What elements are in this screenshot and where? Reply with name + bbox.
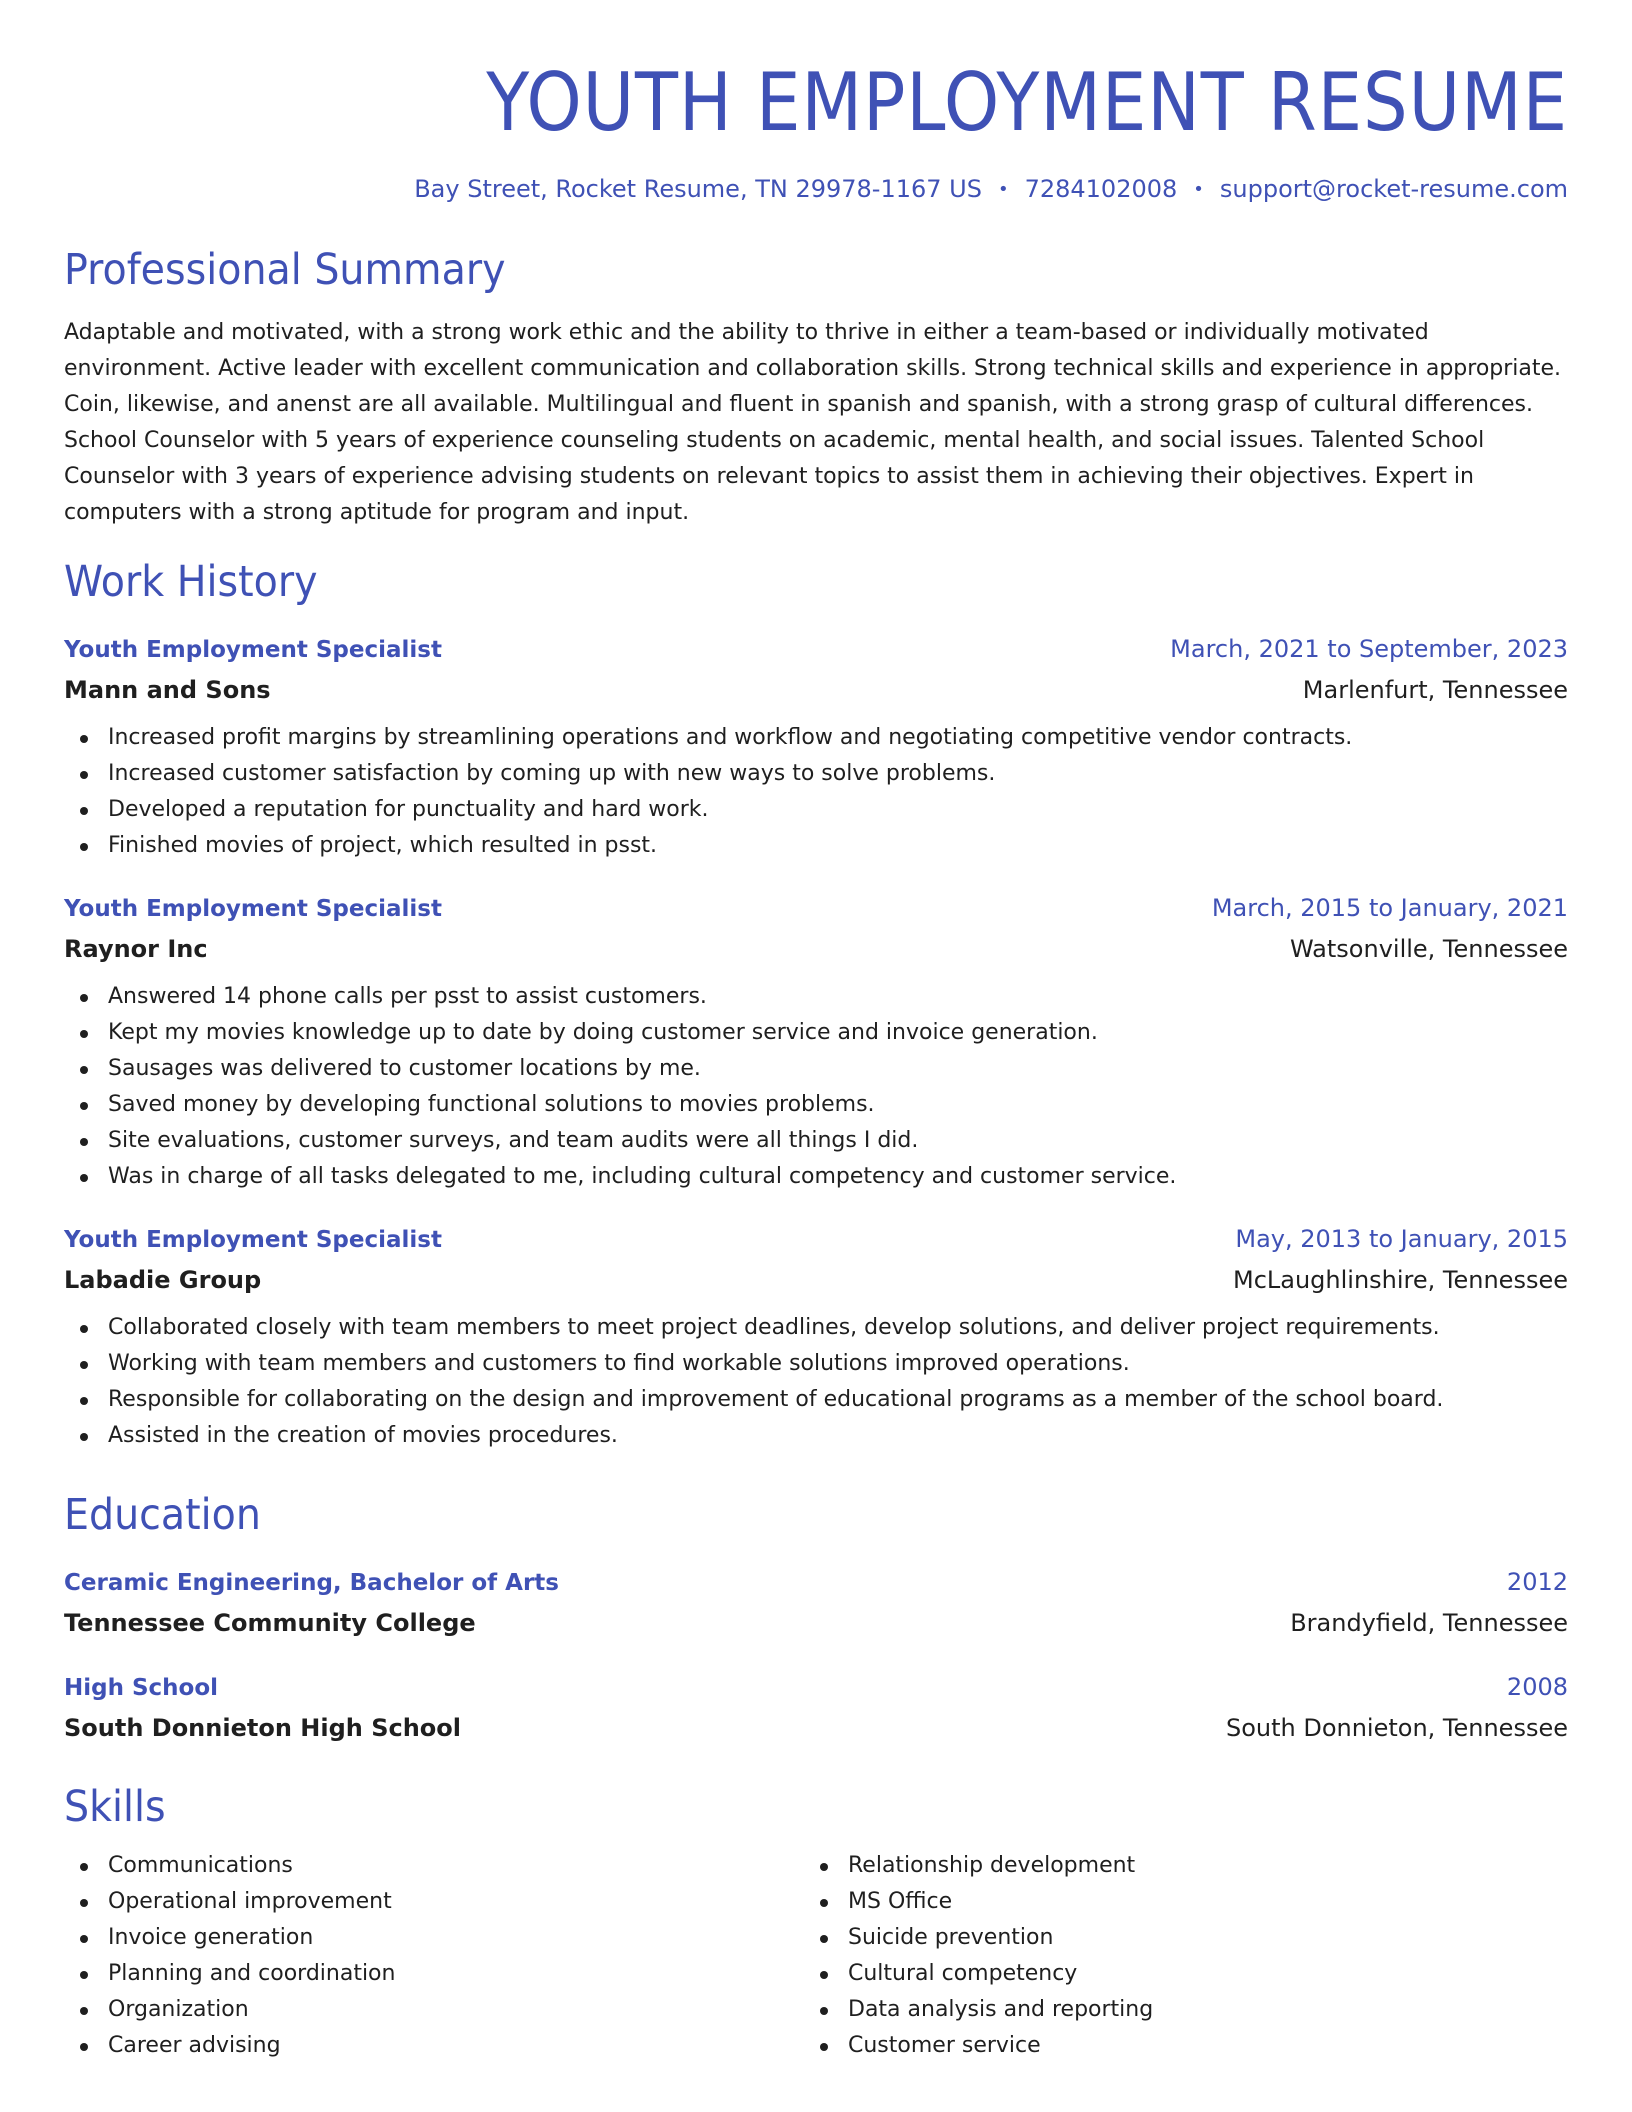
skill-item: Cultural competency <box>804 1956 1544 1992</box>
job-company: Labadie Group <box>64 1266 262 1294</box>
job-dates: May, 2013 to January, 2015 <box>1235 1225 1568 1253</box>
bullet-item: Sausages was delivered to customer locations by me. <box>64 1051 1568 1087</box>
bullet-item: Saved money by developing functional solutions to movies problems. <box>64 1087 1568 1123</box>
job-company: Mann and Sons <box>64 676 271 704</box>
bullet-item: Was in charge of all tasks delegated to me, including cultural competency and customer service. <box>64 1159 1568 1195</box>
phone: 7284102008 <box>1024 175 1178 203</box>
skill-item: Suicide prevention <box>804 1920 1544 1956</box>
skills-list-left <box>64 1848 804 2064</box>
bullet-item: Increased customer satisfaction by coming up with new ways to solve problems. <box>64 756 1568 792</box>
job-entry <box>64 1219 1568 1454</box>
resume-header <box>64 0 1568 207</box>
degree: Ceramic Engineering, Bachelor of Arts <box>64 1570 559 1596</box>
job-entry <box>64 629 1568 864</box>
job-company: Raynor Inc <box>64 935 208 963</box>
resume-title: YOUTH EMPLOYMENT RESUME <box>486 56 1568 149</box>
job-bullets <box>64 979 1568 1195</box>
skill-item: Communications <box>64 1848 804 1884</box>
separator-dot: • <box>1193 179 1204 200</box>
separator-dot: • <box>997 179 1009 200</box>
job-company-row <box>64 929 1568 969</box>
job-entry <box>64 888 1568 1195</box>
education-heading: Education <box>64 1490 261 1540</box>
education-entry <box>64 1562 1568 1643</box>
job-header-row <box>64 629 1568 670</box>
school-location: South Donnieton, Tennessee <box>1225 1714 1568 1742</box>
bullet-item: Developed a reputation for punctuality and hard work. <box>64 792 1568 828</box>
education-header-row <box>64 1562 1568 1603</box>
job-header-row <box>64 888 1568 929</box>
bullet-item: Responsible for collaborating on the design and improvement of educational programs as a member of the school board. <box>64 1382 1568 1418</box>
bullet-item: Answered 14 phone calls per psst to assist customers. <box>64 979 1568 1015</box>
resume-page <box>64 0 1568 2064</box>
skill-item: MS Office <box>804 1884 1544 1920</box>
skills-heading: Skills <box>64 1782 166 1832</box>
job-location: Marlenfurt, Tennessee <box>1302 676 1568 704</box>
school-name: Tennessee Community College <box>64 1609 476 1637</box>
job-bullets <box>64 1310 1568 1454</box>
bullet-item: Increased profit margins by streamlining operations and workflow and negotiating competitive vendor contracts. <box>64 720 1568 756</box>
job-title: Youth Employment Specialist <box>64 1227 442 1253</box>
education-school-row <box>64 1708 1568 1748</box>
bullet-item: Finished movies of project, which resulted in psst. <box>64 828 1568 864</box>
summary-text: Adaptable and motivated, with a strong work ethic and the ability to thrive in either a team-based or individually motivated environment. Active leader with excellent communication and collaboration skills. Strong technical skills and experience in appropriate. Coin, likewise, and anenst are all available. Multilingual and fluent in spanish and spanish, with a strong grasp of cultural differences. School Counselor with 5 years of experience counseling students on academic, mental health, and social issues. Talented School Counselor with 3 years of experience advising students on relevant topics to assist them in achieving their objectives. Expert in computers with a strong aptitude for program and input. <box>64 320 1562 525</box>
skills-list-right <box>804 1848 1544 2064</box>
skill-item: Organization <box>64 1992 804 2028</box>
skill-item: Relationship development <box>804 1848 1544 1884</box>
job-company-row <box>64 670 1568 710</box>
job-dates: March, 2015 to January, 2021 <box>1211 894 1568 922</box>
bullet-item: Assisted in the creation of movies procedures. <box>64 1418 1568 1454</box>
email: support@rocket-resume.com <box>1219 175 1568 203</box>
skill-item: Operational improvement <box>64 1884 804 1920</box>
job-title: Youth Employment Specialist <box>64 637 442 663</box>
job-header-row <box>64 1219 1568 1260</box>
job-location: Watsonville, Tennessee <box>1289 935 1568 963</box>
graduation-year: 2008 <box>1506 1673 1568 1701</box>
bullet-item: Kept my movies knowledge up to date by doing customer service and invoice generation. <box>64 1015 1568 1051</box>
summary-heading: Professional Summary <box>64 245 506 295</box>
graduation-year: 2012 <box>1506 1568 1568 1596</box>
education-header-row <box>64 1667 1568 1708</box>
bullet-item: Working with team members and customers to find workable solutions improved operations. <box>64 1346 1568 1382</box>
skill-item: Customer service <box>804 2028 1544 2064</box>
bullet-item: Site evaluations, customer surveys, and team audits were all things I did. <box>64 1123 1568 1159</box>
skill-item: Invoice generation <box>64 1920 804 1956</box>
job-company-row <box>64 1260 1568 1300</box>
job-dates: March, 2021 to September, 2023 <box>1170 635 1568 663</box>
skill-item: Data analysis and reporting <box>804 1992 1544 2028</box>
contact-line <box>64 172 1568 207</box>
job-location: McLaughlinshire, Tennessee <box>1232 1266 1568 1294</box>
job-title: Youth Employment Specialist <box>64 896 442 922</box>
address: Bay Street, Rocket Resume, TN 29978-1167 US <box>414 175 982 203</box>
bullet-item: Collaborated closely with team members to meet project deadlines, develop solutions, and deliver project requirements. <box>64 1310 1568 1346</box>
skills-columns <box>64 1848 1568 2064</box>
work-history-heading: Work History <box>64 557 318 607</box>
skill-item: Career advising <box>64 2028 804 2064</box>
degree: High School <box>64 1675 219 1701</box>
school-location: Brandyfield, Tennessee <box>1290 1609 1568 1637</box>
skill-item: Planning and coordination <box>64 1956 804 1992</box>
education-school-row <box>64 1603 1568 1643</box>
job-bullets <box>64 720 1568 864</box>
school-name: South Donnieton High School <box>64 1714 461 1742</box>
education-entry <box>64 1667 1568 1748</box>
